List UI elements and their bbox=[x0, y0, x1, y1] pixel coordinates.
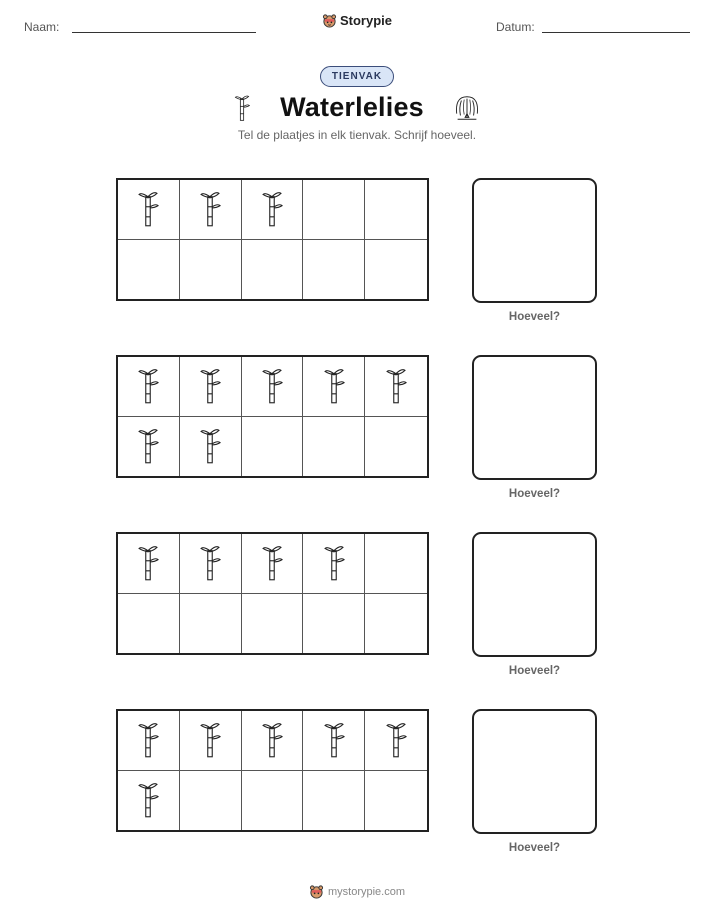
ten-frame-cell bbox=[180, 180, 242, 240]
ten-frame bbox=[116, 355, 429, 478]
ten-frame-cell bbox=[242, 771, 304, 831]
page-title: Waterlelies bbox=[280, 92, 424, 122]
ten-frame-cell bbox=[365, 594, 427, 654]
bamboo-stalk-icon bbox=[322, 544, 346, 582]
ten-frame-cell bbox=[118, 180, 180, 240]
bamboo-stalk-icon bbox=[322, 367, 346, 405]
footer bbox=[0, 884, 714, 904]
ten-frame-cell bbox=[180, 417, 242, 477]
storypie-mascot-icon bbox=[309, 884, 324, 899]
ten-frame-cell bbox=[365, 534, 427, 594]
ten-frame-cell bbox=[303, 711, 365, 771]
ten-frame-cell bbox=[303, 417, 365, 477]
ten-frame-cell bbox=[365, 417, 427, 477]
answer-label: Hoeveel? bbox=[508, 665, 561, 677]
answer-box[interactable] bbox=[472, 709, 597, 834]
ten-frame-cell bbox=[118, 357, 180, 417]
bamboo-stalk-icon bbox=[260, 544, 284, 582]
brand-logo bbox=[0, 13, 714, 33]
ten-frame-cell bbox=[242, 240, 304, 300]
ten-frame-cell bbox=[365, 771, 427, 831]
answer-label: Hoeveel? bbox=[508, 488, 561, 500]
ten-frame-cell bbox=[365, 357, 427, 417]
bamboo-stalk-icon bbox=[136, 721, 160, 759]
date-line[interactable] bbox=[542, 32, 690, 33]
ten-frame-cell bbox=[242, 711, 304, 771]
bamboo-stalk-icon bbox=[136, 190, 160, 228]
bamboo-stalk-icon bbox=[136, 427, 160, 465]
answer-box[interactable] bbox=[472, 355, 597, 480]
willow-tree-icon bbox=[452, 93, 482, 123]
bamboo-stalk-icon bbox=[260, 721, 284, 759]
ten-frame-cell bbox=[303, 534, 365, 594]
bamboo-stalk-icon bbox=[136, 781, 160, 819]
bamboo-stalk-icon bbox=[260, 367, 284, 405]
ten-frame bbox=[116, 532, 429, 655]
answer-label: Hoeveel? bbox=[508, 311, 561, 323]
ten-frame-cell bbox=[118, 711, 180, 771]
bamboo-stalk-icon bbox=[198, 190, 222, 228]
bamboo-stalk-icon bbox=[384, 721, 408, 759]
bamboo-stalk-icon bbox=[198, 721, 222, 759]
bamboo-stalk-icon bbox=[136, 367, 160, 405]
ten-frame-cell bbox=[180, 711, 242, 771]
ten-frame-cell bbox=[180, 240, 242, 300]
answer-box[interactable] bbox=[472, 532, 597, 657]
bamboo-stalk-icon bbox=[384, 367, 408, 405]
ten-frame-cell bbox=[180, 534, 242, 594]
ten-frame-cell bbox=[118, 594, 180, 654]
bamboo-stalk-icon bbox=[232, 94, 252, 122]
bamboo-stalk-icon bbox=[322, 721, 346, 759]
worksheet-badge: TIENVAK bbox=[320, 66, 394, 87]
ten-frame-cell bbox=[118, 771, 180, 831]
ten-frame bbox=[116, 709, 429, 832]
answer-box[interactable] bbox=[472, 178, 597, 303]
ten-frame-cell bbox=[180, 357, 242, 417]
ten-frame-cell bbox=[242, 417, 304, 477]
ten-frame-cell bbox=[118, 534, 180, 594]
ten-frame bbox=[116, 178, 429, 301]
date-label: Datum: bbox=[496, 20, 535, 34]
bamboo-stalk-icon bbox=[136, 544, 160, 582]
ten-frame-cell bbox=[118, 240, 180, 300]
ten-frame-cell bbox=[242, 534, 304, 594]
bamboo-stalk-icon bbox=[198, 544, 222, 582]
bamboo-stalk-icon bbox=[198, 367, 222, 405]
storypie-mascot-icon bbox=[322, 13, 337, 28]
footer-url[interactable]: mystorypie.com bbox=[327, 885, 406, 898]
ten-frame-cell bbox=[180, 594, 242, 654]
ten-frame-cell bbox=[242, 594, 304, 654]
name-label: Naam: bbox=[24, 20, 60, 34]
ten-frame-cell bbox=[303, 771, 365, 831]
ten-frame-cell bbox=[118, 417, 180, 477]
ten-frame-cell bbox=[242, 180, 304, 240]
ten-frame-cell bbox=[365, 180, 427, 240]
ten-frame-cell bbox=[303, 180, 365, 240]
ten-frame-cell bbox=[365, 711, 427, 771]
answer-label: Hoeveel? bbox=[508, 842, 561, 854]
instructions: Tel de plaatjes in elk tienvak. Schrijf hoeveel. bbox=[237, 128, 477, 142]
brand-name: Storypie bbox=[339, 13, 392, 28]
bamboo-stalk-icon bbox=[198, 427, 222, 465]
ten-frame-cell bbox=[180, 771, 242, 831]
ten-frame-cell bbox=[303, 240, 365, 300]
ten-frame-cell bbox=[365, 240, 427, 300]
ten-frame-cell bbox=[242, 357, 304, 417]
ten-frame-cell bbox=[303, 594, 365, 654]
ten-frame-cell bbox=[303, 357, 365, 417]
bamboo-stalk-icon bbox=[260, 190, 284, 228]
